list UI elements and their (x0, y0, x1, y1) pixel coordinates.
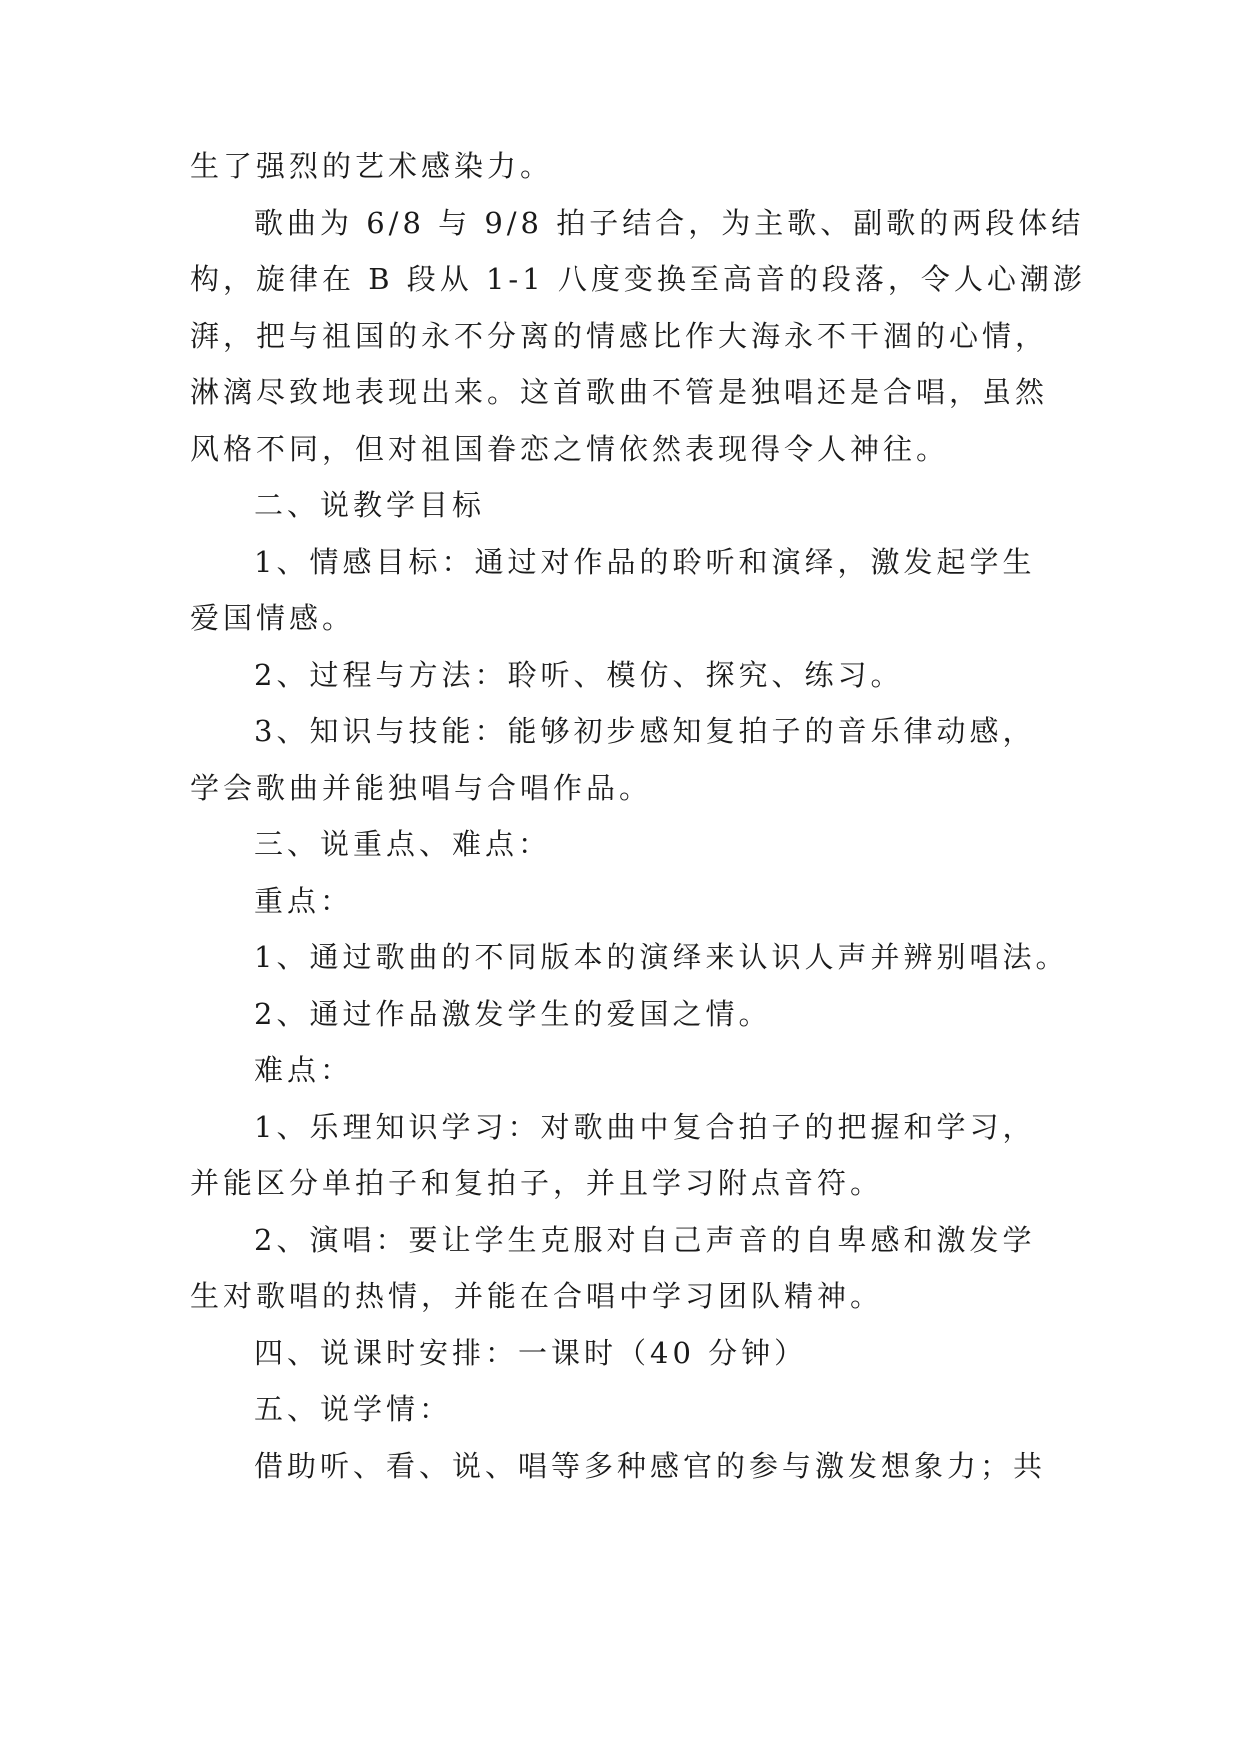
text-line: 借助听、看、说、唱等多种感官的参与激发想象力；共 (254, 1449, 1047, 1483)
text-line: 1、乐理知识学习：对歌曲中复合拍子的把握和学习， (254, 1110, 1036, 1144)
text-line: 生对歌唱的热情，并能在合唱中学习团队精神。 (190, 1279, 884, 1313)
section-heading: 三、说重点、难点： (254, 827, 552, 861)
text-line: 2、通过作品激发学生的爱国之情。 (254, 997, 772, 1031)
text-line: 2、过程与方法：聆听、模仿、探究、练习。 (254, 658, 904, 692)
text-line: 学会歌曲并能独唱与合唱作品。 (190, 771, 653, 805)
text-line: 1、情感目标：通过对作品的聆听和演绎，激发起学生 (254, 545, 1036, 579)
subheading: 难点： (254, 1053, 354, 1087)
text-line: 风格不同，但对祖国眷恋之情依然表现得令人神往。 (190, 432, 950, 466)
section-heading: 四、说课时安排：一课时（40 分钟） (254, 1336, 808, 1370)
section-heading: 五、说学情： (254, 1392, 453, 1426)
text-line: 歌曲为 6/8 与 9/8 拍子结合，为主歌、副歌的两段体结 (254, 206, 1085, 240)
text-line: 2、演唱：要让学生克服对自己声音的自卑感和激发学 (254, 1223, 1036, 1257)
text-line: 湃，把与祖国的永不分离的情感比作大海永不干涸的心情， (190, 319, 1049, 353)
text-line: 1、通过歌曲的不同版本的演绎来认识人声并辨别唱法。 (254, 940, 1069, 974)
section-heading: 二、说教学目标 (254, 488, 486, 522)
text-line: 淋漓尽致地表现出来。这首歌曲不管是独唱还是合唱，虽然 (190, 375, 1049, 409)
text-line: 并能区分单拍子和复拍子，并且学习附点音符。 (190, 1166, 884, 1200)
text-line: 生了强烈的艺术感染力。 (190, 149, 554, 183)
text-line: 3、知识与技能：能够初步感知复拍子的音乐律动感， (254, 714, 1036, 748)
text-line: 构，旋律在 B 段从 1-1 八度变换至高音的段落，令人心潮澎 (190, 262, 1086, 296)
subheading: 重点： (254, 884, 354, 918)
text-line: 爱国情感。 (190, 601, 356, 635)
